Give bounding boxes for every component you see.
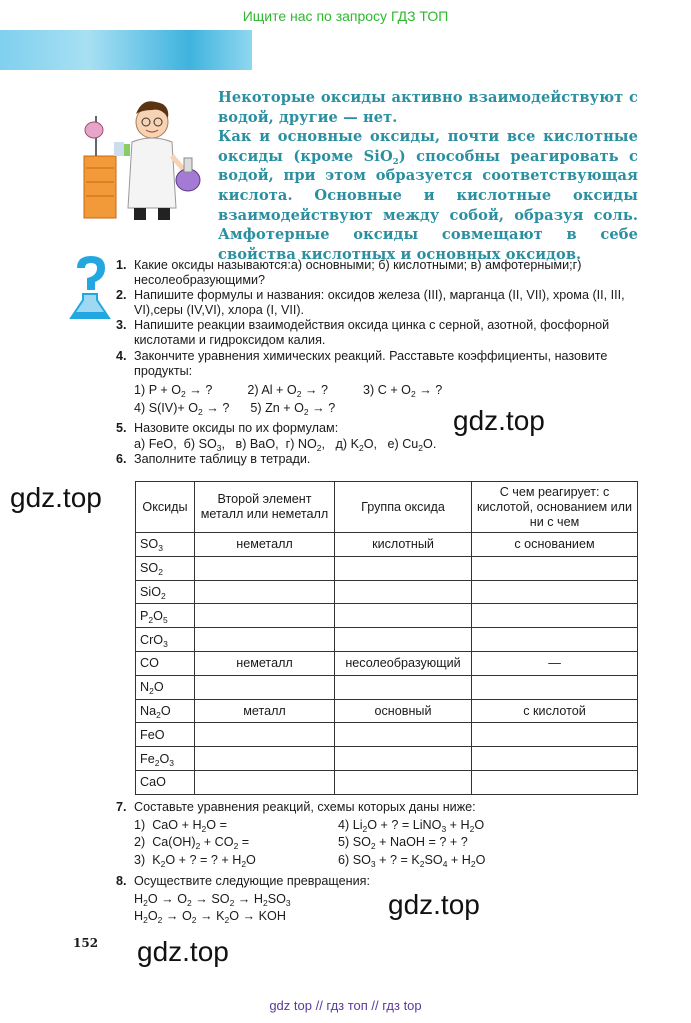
q4-equations-row1: 1) $P + O_2$ → ? 2) $Al + O_2$ → ? 3) $C + O_2$ → ? [134, 383, 443, 399]
header-element: Второй элемент металл или неметалл [195, 482, 335, 533]
reacts-with [472, 556, 638, 580]
oxide-formula: SiO$_2$ [136, 580, 195, 604]
question-1: 1. Какие оксиды называются:а) основными; б) кислотными; в) амфотерными;г) несолеобразующими? [116, 258, 582, 288]
intro-text [218, 88, 638, 264]
table-row [136, 675, 638, 699]
element-type [195, 770, 335, 794]
oxide-group [335, 747, 472, 771]
question-5: 5. Назовите оксиды по их формулам: [116, 421, 339, 435]
scientist-illustration [76, 96, 206, 226]
q4-equations-row2: 4) $S(IV)+ O_2$ → ? 5) $Zn + O_2$ → ? [134, 401, 336, 418]
reacts-with [472, 580, 638, 604]
table-row [136, 533, 638, 557]
intro-p1: Некоторые оксиды активно взаимодействуют с водой, другие — нет. [218, 89, 638, 126]
oxide-group: основный [335, 699, 472, 723]
question-7: 7. Составьте уравнения реакций, схемы которых даны ниже: [116, 800, 476, 814]
oxide-group [335, 770, 472, 794]
question-2: 2. Напишите формулы и названия: оксидов железа (III), марганца (II, VII), хрома (II, III, VI),серы (IV,VI), хлора (I, VII). [116, 288, 625, 318]
oxide-formula: $Fe_2O_3$ [136, 747, 195, 771]
table-row [136, 604, 638, 628]
table-row [136, 699, 638, 723]
oxide-group [335, 580, 472, 604]
q5-formulas: а) FeO, б) $SO_3$, в) BaO, г) $NO_2$, д) $K_2O$, е) $Cu_2O$. [134, 437, 437, 453]
oxide-group [335, 604, 472, 628]
oxide-group [335, 556, 472, 580]
oxide-group [335, 628, 472, 652]
element-type: металл [195, 699, 335, 723]
element-type [195, 628, 335, 652]
watermark: gdz.top [388, 889, 480, 920]
decorative-band [0, 30, 252, 70]
flask-icon [85, 122, 103, 138]
oxide-formula: $P_2O_5$ [136, 604, 195, 628]
q7-right-equations: 4) $Li_2O$ + ? = LiNO$_3$ + $H_2O$ 5) $SO_2$ + NaOH = ? + ? 6) $SO_3$ + ? = $K_2SO_4 + H_2O$ [338, 818, 486, 869]
oxide-group [335, 723, 472, 747]
table-row [136, 580, 638, 604]
watermark: gdz.top [10, 482, 102, 513]
watermark: gdz.top [137, 936, 229, 967]
oxide-formula: FeO [136, 723, 195, 747]
question-6: 6. Заполните таблицу в тетради. [116, 452, 311, 466]
oxide-formula: CO [136, 651, 195, 675]
reacts-with: с кислотой [472, 699, 638, 723]
header-reacts: С чем реагирует: с кислотой, основанием или ни с чем [472, 482, 638, 533]
element-type: неметалл [195, 651, 335, 675]
header-oxides: Оксиды [136, 482, 195, 533]
table-row [136, 747, 638, 771]
element-type [195, 723, 335, 747]
oxide-formula: $Na_2O$ [136, 699, 195, 723]
element-type [195, 675, 335, 699]
oxide-formula: CaO [136, 770, 195, 794]
lab-stand-icon [84, 156, 116, 218]
oxides-table [135, 481, 638, 795]
intro-p2: Как и основные оксиды, почти все кислотные оксиды (кроме SiO$_2$) способны реагировать с водой, при этом образуется соответствующая кислота. Основные и кислотные оксиды взаимодействуют между собой, образуя соль. Амфотерные оксиды совмещают в себе свойства кислотных и основных оксидов. [218, 128, 639, 263]
question-3: 3. Напишите реакции взаимодействия оксида цинка с серной, азотной, фосфорной кислотами и гидроксидом калия. [116, 318, 610, 348]
reacts-with: — [472, 651, 638, 675]
question-8: 8. Осуществите следующие превращения: [116, 874, 370, 888]
q8-chains: $H_2O \to O_2 \to SO_2 \to H_2SO_3$ $H_2O_2 \to O_2 \to K_2O$ → KOH [134, 892, 291, 926]
reacts-with [472, 628, 638, 652]
element-type [195, 747, 335, 771]
oxide-formula: CrO$_3$ [136, 628, 195, 652]
reacts-with [472, 723, 638, 747]
oxide-group [335, 675, 472, 699]
oxide-group: несолеобразующий [335, 651, 472, 675]
table-row [136, 651, 638, 675]
element-type [195, 604, 335, 628]
element-type: неметалл [195, 533, 335, 557]
oxide-formula: $SO_2$ [136, 556, 195, 580]
oxide-formula: $N_2O$ [136, 675, 195, 699]
top-banner[interactable]: Ищите нас по запросу ГДЗ ТОП [242, 8, 449, 24]
question-flask-icon [67, 256, 113, 322]
question-4: 4. Закончите уравнения химических реакций. Расставьте коэффициенты, назовите продукты: [116, 349, 608, 379]
reacts-with [472, 604, 638, 628]
reacts-with [472, 747, 638, 771]
footer-links[interactable]: gdz top // гдз топ // гдз top [269, 998, 422, 1013]
q7-left-equations: 1) CaO + $H_2O$ = 2) $Ca(OH)_2 + CO_2$ = 3) $K_2O$ + ? = ? + $H_2O$ [134, 818, 256, 869]
watermark: gdz.top [453, 405, 545, 436]
reacts-with [472, 770, 638, 794]
element-type [195, 580, 335, 604]
table-row [136, 770, 638, 794]
table-header-row [136, 482, 638, 533]
oxide-group: кислотный [335, 533, 472, 557]
table-row [136, 556, 638, 580]
reacts-with: с основанием [472, 533, 638, 557]
table-row [136, 628, 638, 652]
table-row [136, 723, 638, 747]
header-group: Группа оксида [335, 482, 472, 533]
reacts-with [472, 675, 638, 699]
page-number: 152 [73, 936, 99, 950]
oxide-formula: $SO_3$ [136, 533, 195, 557]
element-type [195, 556, 335, 580]
